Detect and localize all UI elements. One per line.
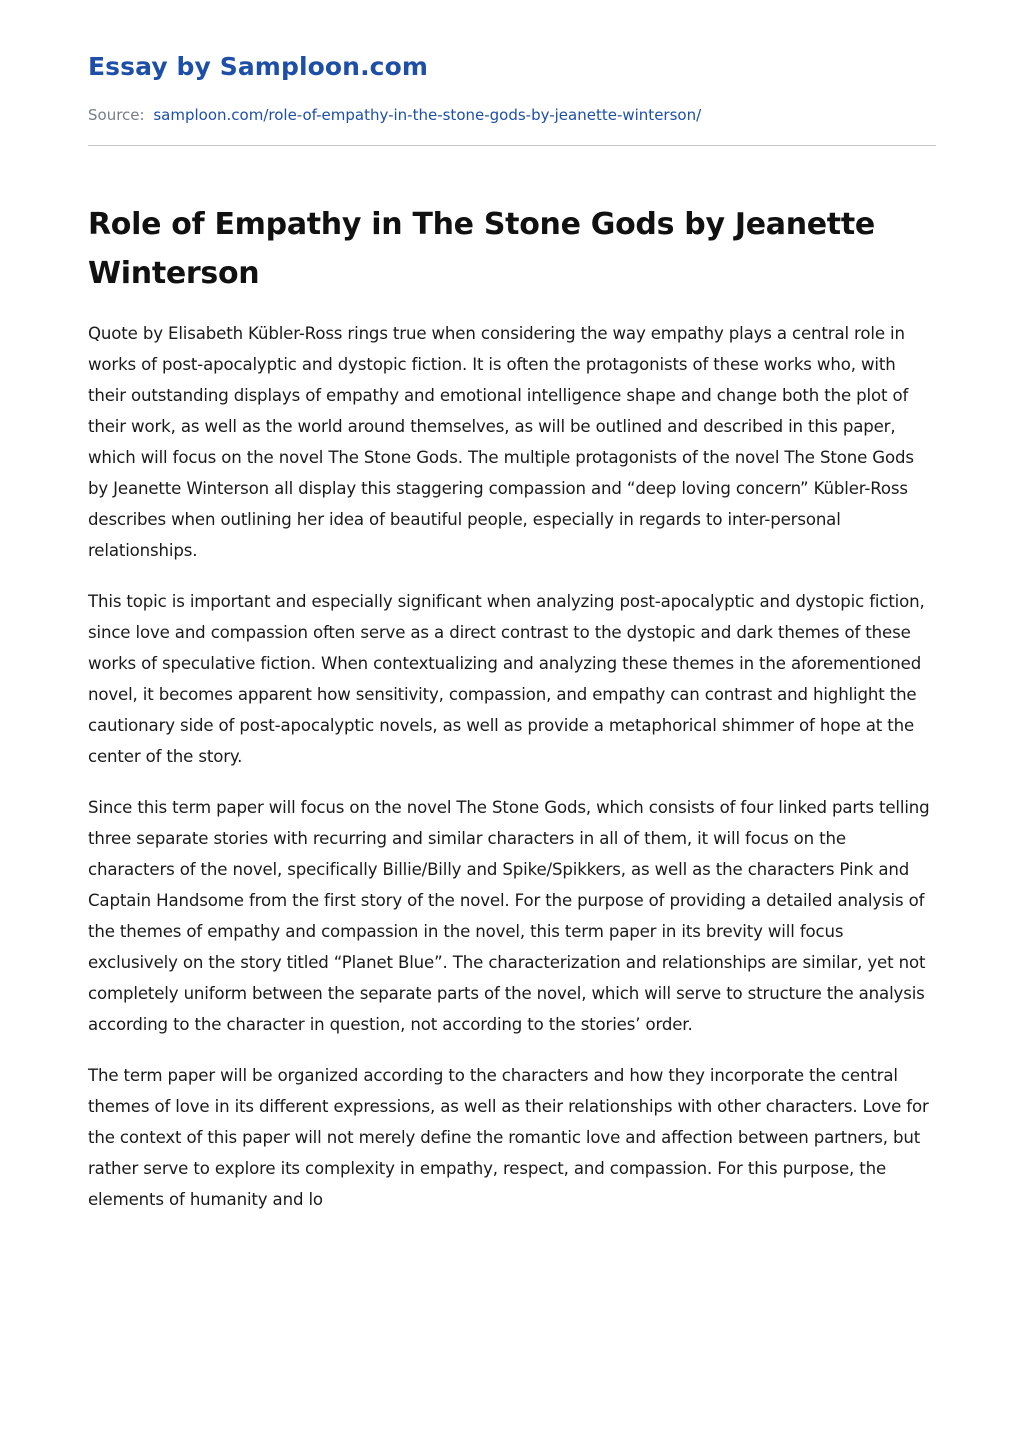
essay-paragraph-4: The term paper will be organized according to the characters and how they incorporate the central themes of love in its different expressions, as well as their relationships with other characters. Love for the context of this paper will not merely define the romantic love and affection between partners, but rather serve to explore its complexity in empathy, respect, and compassion. For this purpose, the elements of humanity and lo [88,1066,929,1209]
source-line [88,106,701,124]
essay-paragraph-3: Since this term paper will focus on the novel The Stone Gods, which consists of four linked parts telling three separate stories with recurring and similar characters in all of them, it will focus on the characters of the novel, specifically Billie/Billy and Spike/Spikkers, as well as the characters Pink and Captain Handsome from the first story of the novel. For the purpose of providing a detailed analysis of the themes of empathy and compassion in the novel, this term paper in its brevity will focus exclusively on the story titled “Planet Blue”. The characterization and relationships are similar, yet not completely uniform between the separate parts of the novel, which will serve to structure the analysis according to the character in question, not according to the stories’ order. [88,798,930,1034]
site-brand-link[interactable]: Essay by Samploon.com [88,52,429,81]
source-url-link[interactable]: samploon.com/role-of-empathy-in-the-stone-gods-by-jeanette-winterson/ [153,106,702,124]
essay-paragraph-2: This topic is important and especially significant when analyzing post-apocalyptic and dystopic fiction, since love and compassion often serve as a direct contrast to the dystopic and dark themes of these works of speculative fiction. When contextualizing and analyzing these themes in the aforementioned novel, it becomes apparent how sensitivity, compassion, and empathy can contrast and highlight the cautionary side of post-apocalyptic novels, as well as provide a metaphorical shimmer of hope at the center of the story. [88,592,925,766]
essay-body [88,318,936,1235]
source-label: Source: [88,106,145,124]
essay-paragraph-1: Quote by Elisabeth Kübler-Ross rings true when considering the way empathy plays a central role in works of post-apocalyptic and dystopic fiction. It is often the protagonists of these works who, with their outstanding displays of empathy and emotional intelligence shape and change both the plot of their work, as well as the world around themselves, as will be outlined and described in this paper, which will focus on the novel The Stone Gods. The multiple protagonists of the novel The Stone Gods by Jeanette Winterson all display this staggering compassion and “deep loving concern” Kübler-Ross describes when outlining her idea of beautiful people, especially in regards to inter-personal relationships. [88,324,914,560]
header-divider [88,145,936,146]
essay-title: Role of Empathy in The Stone Gods by Jeanette Winterson [88,207,875,291]
